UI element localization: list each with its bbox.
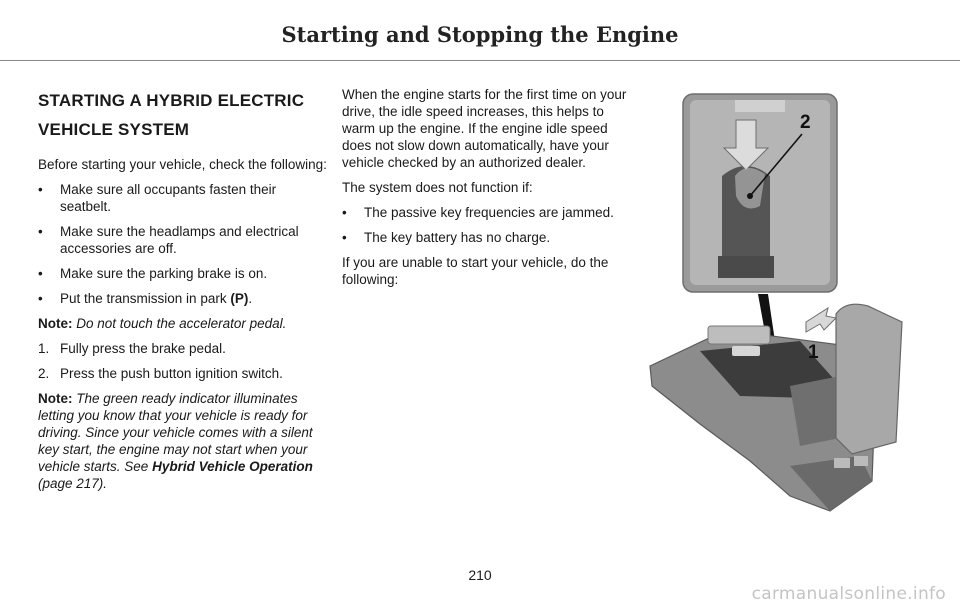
page-number: 210 <box>468 567 492 583</box>
steps-list <box>38 340 328 382</box>
checklist-item: • Make sure the headlamps and electrical accessories are off. <box>38 224 299 256</box>
checklist-item: • Make sure all occupants fasten their seatbelt. <box>38 182 277 214</box>
bullet-marker: • <box>38 224 43 239</box>
header-divider <box>0 60 960 61</box>
inset-slot <box>735 100 785 112</box>
watermark: carmanualsonline.info <box>751 584 946 604</box>
section-heading-line-1: STARTING A HYBRID ELECTRIC <box>38 91 305 110</box>
section-heading-line-2: VEHICLE SYSTEM <box>38 120 190 139</box>
callout-1-label: 1 <box>808 342 819 363</box>
checklist-item: • Make sure the parking brake is on. <box>38 266 268 281</box>
armrest-lid <box>836 304 902 454</box>
middle-column <box>342 86 628 296</box>
left-column <box>38 86 328 500</box>
note-ready-indicator: Note: The green ready indicator illuminates letting you know that your vehicle is ready for driving. Since your vehicle comes with a silent key start, the engine may not start when your vehicle starts. See Hybrid Vehicle Operation (page 217). <box>38 391 313 491</box>
callout-2-label: 2 <box>800 112 811 133</box>
climate-buttons <box>708 326 770 344</box>
bullet-marker: • <box>38 266 43 281</box>
console-illustration-svg <box>640 86 940 526</box>
system-conditions-intro: The system does not function if: <box>342 180 533 195</box>
section-heading <box>38 86 328 144</box>
condition-item: • The key battery has no charge. <box>342 230 551 245</box>
bullet-marker: • <box>38 291 43 306</box>
idle-speed-paragraph: When the engine starts for the first time on your drive, the idle speed increases, this helps to warm up the engine. If the engine idle speed does not slow down automatically, have your vehicle checked by an authorized dealer. <box>342 87 627 170</box>
checklist <box>38 181 328 307</box>
step-item: 1. Fully press the brake pedal. <box>38 341 226 356</box>
condition-item: • The passive key frequencies are jammed. <box>342 205 614 220</box>
park-code: (P) <box>230 291 249 306</box>
bullet-marker: • <box>38 182 43 197</box>
lift-arrow-icon <box>806 308 836 332</box>
pocket-base <box>718 256 774 278</box>
note-accelerator: Note: Do not touch the accelerator pedal. <box>38 316 287 331</box>
checklist-item: • Put the transmission in park (P). <box>38 291 253 306</box>
step-item: 2. Press the push button ignition switch. <box>38 366 283 381</box>
intro-paragraph: Before starting your vehicle, check the following: <box>38 157 327 172</box>
console-illustration <box>640 86 940 526</box>
unable-to-start-paragraph: If you are unable to start your vehicle, do the following: <box>342 255 609 287</box>
cross-reference-link[interactable]: Hybrid Vehicle Operation <box>152 459 313 474</box>
page-title: Starting and Stopping the Engine <box>281 22 679 47</box>
conditions-list <box>342 204 628 246</box>
